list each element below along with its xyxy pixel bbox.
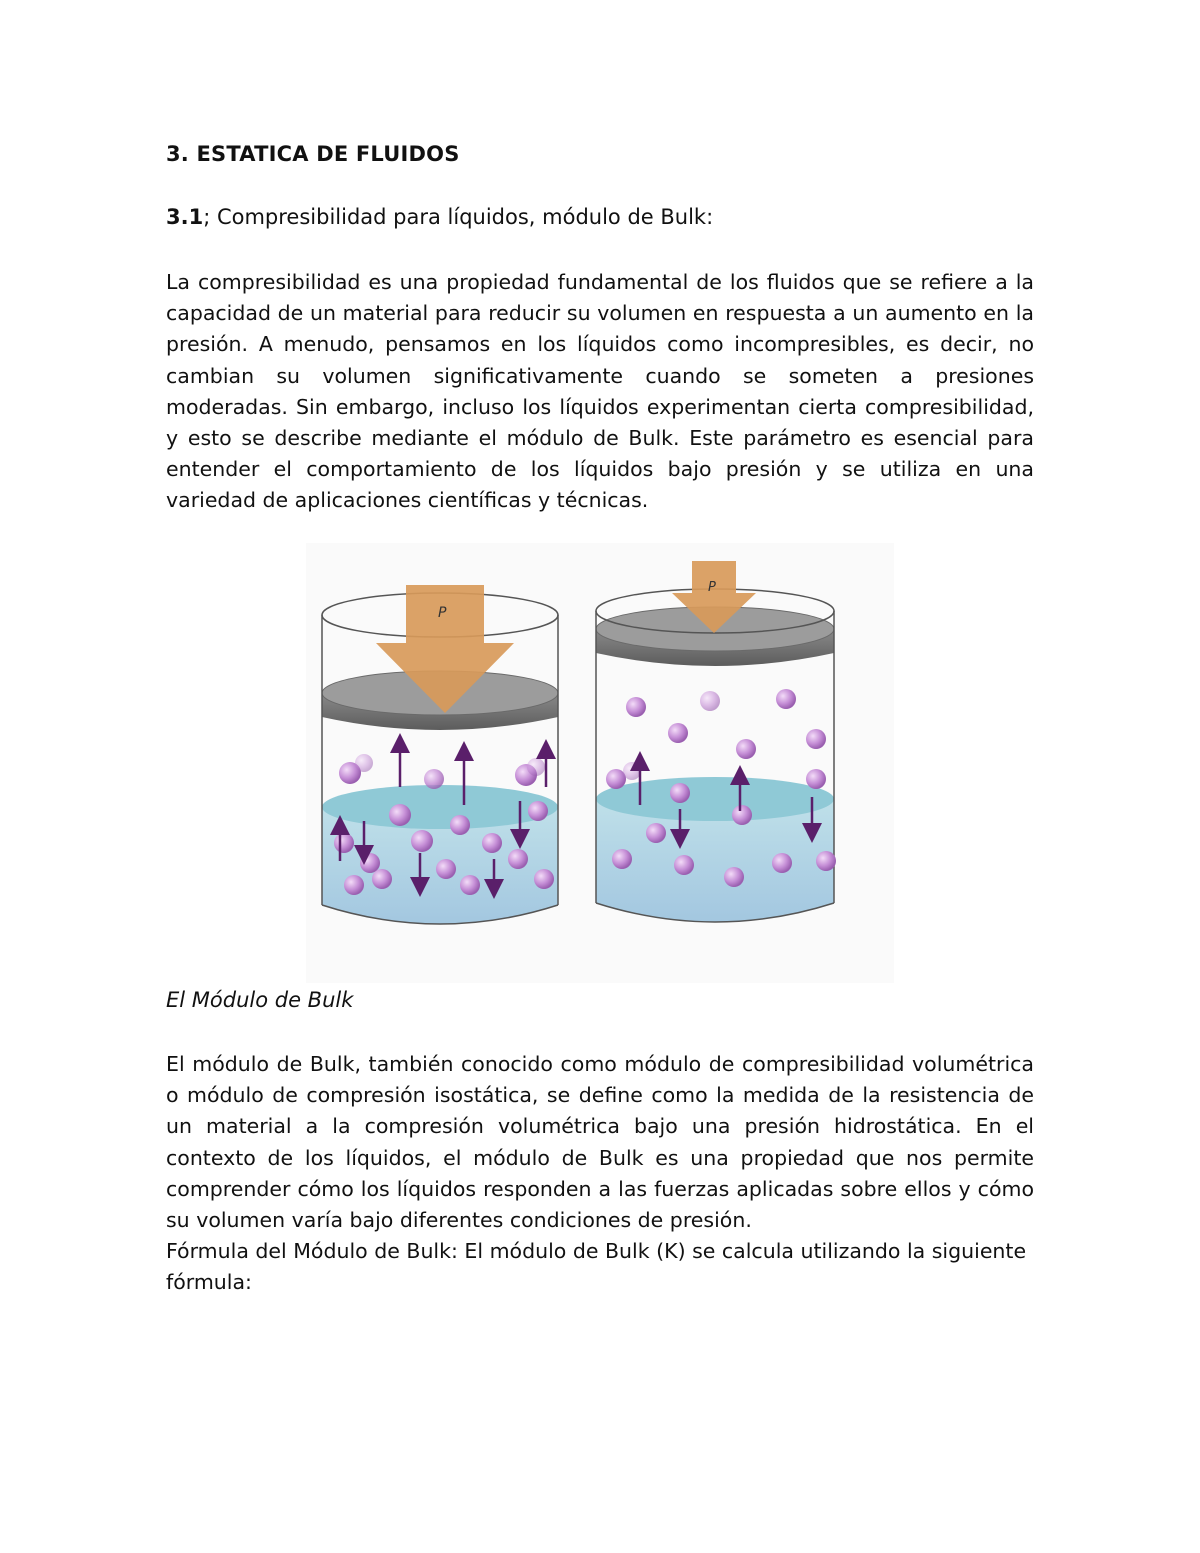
formula-intro: Fórmula del Módulo de Bulk: El módulo de Bulk (K) se calcula utilizando la siguiente fórmula: — [166, 1239, 1027, 1295]
right-arrow-label: P — [708, 580, 716, 595]
left-arrow-label: P — [438, 605, 447, 621]
figure-caption: El Módulo de Bulk — [166, 988, 354, 1012]
intro-paragraph: La compresibilidad es una propiedad fundamental de los fluidos que se refiere a la capacidad de un material para reducir su volumen en respuesta a un aumento en la presión. A menudo, pensamos en los líquidos como incompresibles, es decir, no cambian su volumen significativamente cuando se someten a presiones moderadas. Sin embargo, incluso los líquidos experimentan cierta compresibilidad, y esto se describe mediante el módulo de Bulk. Este parámetro es esencial para entender el comportamiento de los líquidos bajo presión y se utiliza en una variedad de aplicaciones científicas y técnicas. — [166, 270, 1034, 513]
subsection-title: ; Compresibilidad para líquidos, módulo de Bulk: — [203, 205, 714, 229]
bulk-modulus-section — [166, 1049, 1034, 1299]
compressibility-figure — [306, 543, 894, 983]
subsection-number: 3.1 — [166, 205, 204, 229]
bulk-paragraph: El módulo de Bulk, también conocido como módulo de compresibilidad volumétrica o módulo de compresión isostática, se define como la medida de la resistencia de un material a la compresión volumétrica bajo una presión hidrostática. En el contexto de los líquidos, el módulo de Bulk es una propiedad que nos permite comprender cómo los líquidos responden a las fuerzas aplicadas sobre ellos y cómo su volumen varía bajo diferentes condiciones de presión. — [166, 1052, 1034, 1233]
right-liquid-surface — [596, 777, 834, 821]
section-heading: 3. ESTATICA DE FLUIDOS — [166, 142, 460, 166]
left-liquid-surface — [322, 785, 558, 829]
subsection-heading — [166, 205, 713, 229]
